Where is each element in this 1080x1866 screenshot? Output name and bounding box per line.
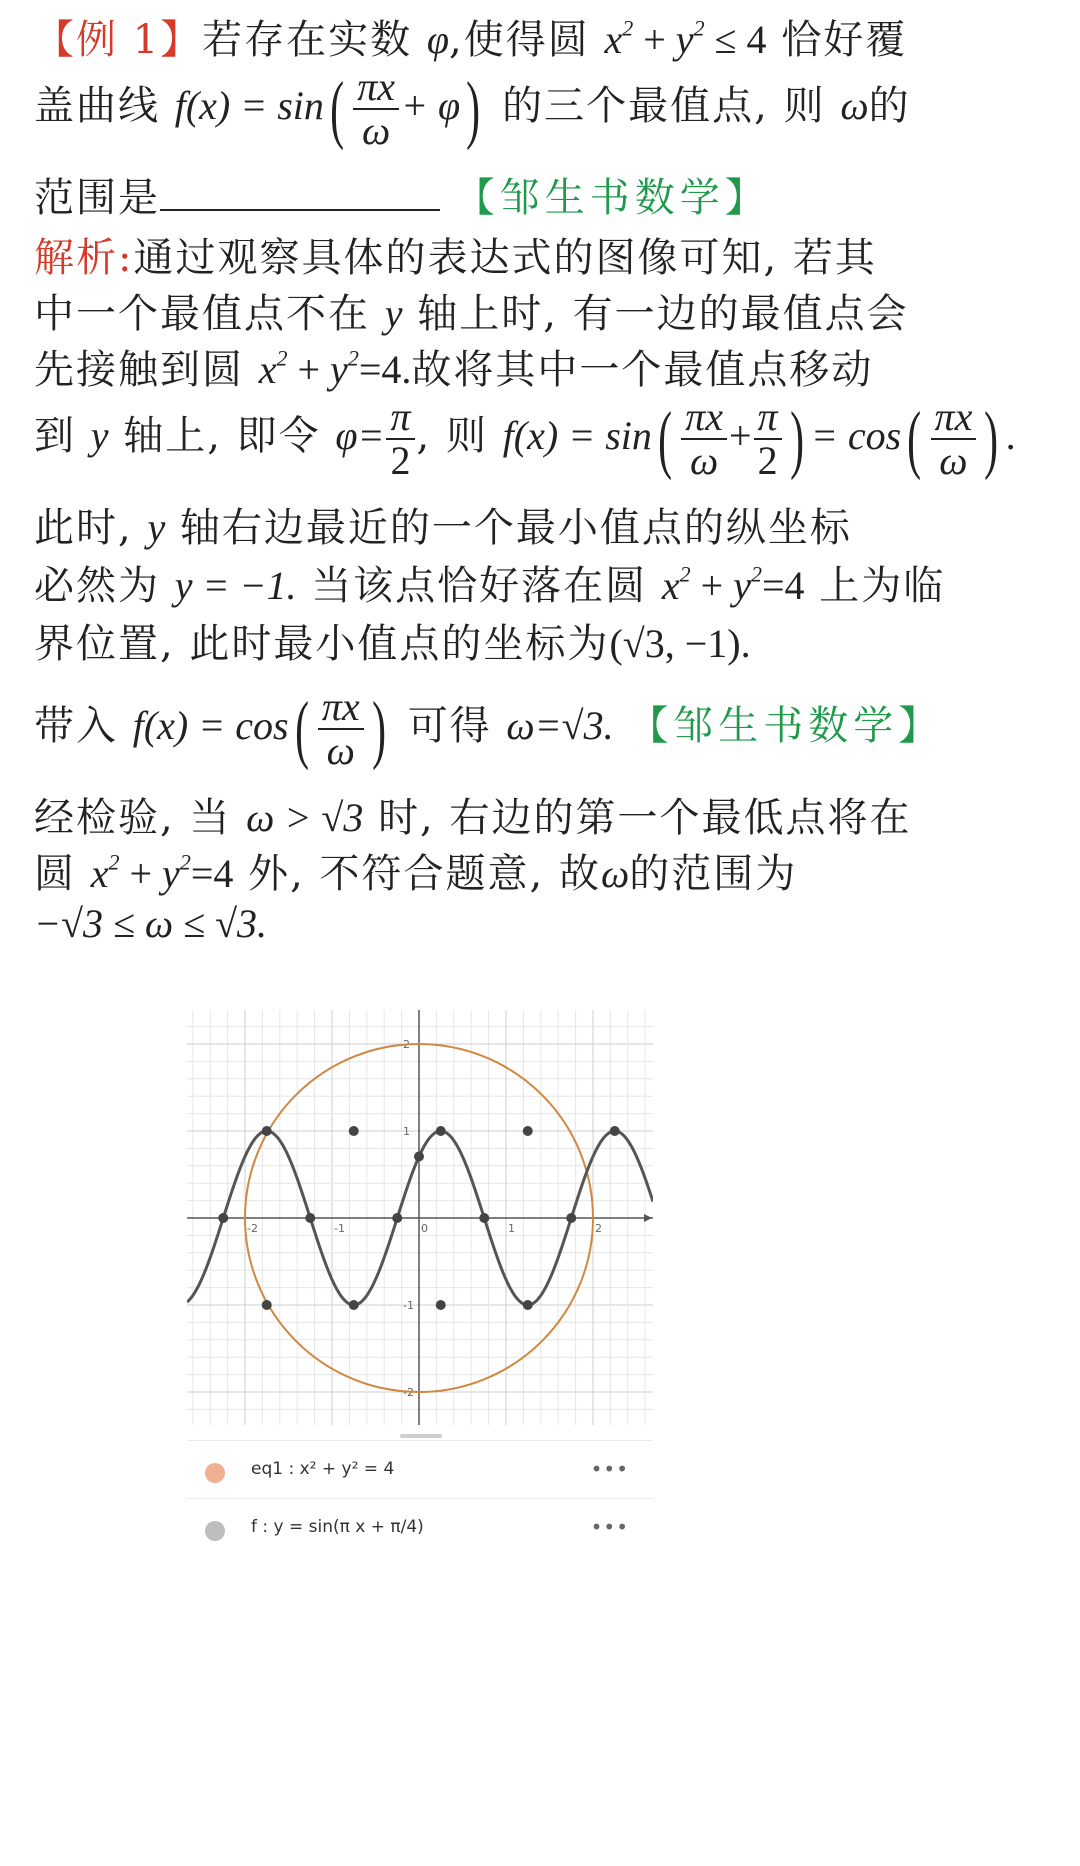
curve-point [262, 1126, 272, 1136]
curve-point [523, 1300, 533, 1310]
curve-point [305, 1213, 315, 1223]
legend-row-f[interactable] [187, 1498, 653, 1571]
solution-line-11 [34, 900, 267, 947]
x-tick-label: 2 [595, 1222, 602, 1235]
x-tick-label: -2 [247, 1222, 258, 1235]
solution-line-4: 到 y 轴上, 即令 φ= $\frac{\pi}{2}$ , 则 f(x) = sin( $\frac{\pi x}{\omega}$ + $\frac{\pi}{2}$ ) = cos( $\frac{\pi x}{\omega}$ ) . [34, 394, 1016, 483]
source-tag: 【邹生书数学】 [454, 175, 770, 221]
curve-point [436, 1300, 446, 1310]
more-menu-icon[interactable]: ••• [590, 1515, 629, 1539]
curve-point [436, 1126, 446, 1136]
x-tick-label: 1 [508, 1222, 515, 1235]
problem-line-2: 盖曲线 f(x) = sin( $\frac{\pi x}{\omega}$ + φ) 的三个最值点, 则 ω的 [34, 64, 911, 153]
curve-point [566, 1213, 576, 1223]
solution-line-3: 先接触到圆 $x^2 + y^2=4$.故将其中一个最值点移动 [34, 345, 874, 393]
source-tag-2: 【邹生书数学】 [628, 703, 944, 749]
example-tag: 【例 1】 [34, 17, 203, 63]
solution-label: 解析: [34, 235, 134, 281]
fraction-pi-x-over-omega: $\frac{\pi x}{\omega}$ [353, 66, 399, 152]
solution-line-8: 带入 f(x) = cos( $\frac{\pi x}{\omega}$ ) 可得 ω=√3. 【邹生书数学】 [34, 684, 944, 773]
solution-line-7: 界位置, 此时最小值点的坐标为(√3, −1). [34, 621, 751, 667]
solution-line-6: 必然为 y = −1. 当该点恰好落在圆 $x^2 + y^2=4$ 上为临 [34, 561, 946, 609]
curve-point [392, 1213, 402, 1223]
legend-label-f: f : y = sin(π x + π/4) [251, 1517, 424, 1537]
y-tick-label: -1 [403, 1299, 414, 1312]
curve-point [218, 1213, 228, 1223]
curve-point [262, 1300, 272, 1310]
function-graph [187, 1010, 653, 1425]
legend-label-eq1: eq1 : x² + y² = 4 [251, 1459, 395, 1479]
more-menu-icon[interactable]: ••• [590, 1457, 629, 1481]
algebra-panel [187, 1440, 653, 1866]
problem-line-1: 【例 1】若存在实数 φ,使得圆 $x^2 + y^2 \le 4$ 恰好覆 [34, 15, 908, 63]
curve-point [349, 1300, 359, 1310]
omega-range: −√3 ≤ ω ≤ √3. [34, 901, 268, 946]
drag-handle[interactable] [400, 1434, 442, 1438]
problem-line-3: 范围是 【邹生书数学】 [34, 175, 770, 221]
answer-blank [160, 175, 440, 211]
x-tick-label: 0 [421, 1222, 428, 1235]
y-tick-label: 1 [403, 1125, 410, 1138]
curve-point [349, 1126, 359, 1136]
y-tick-label: -2 [403, 1386, 414, 1399]
min-point-coordinate: (√3, −1). [609, 621, 751, 666]
curve-point [523, 1126, 533, 1136]
visibility-toggle-eq1[interactable] [205, 1463, 225, 1483]
solution-line-5: 此时, y 轴右边最近的一个最小值点的纵坐标 [34, 505, 852, 551]
curve-point [610, 1126, 620, 1136]
solution-line-10: 圆 $x^2 + y^2=4$ 外, 不符合题意, 故ω的范围为 [34, 849, 798, 897]
x-tick-label: -1 [334, 1222, 345, 1235]
visibility-toggle-f[interactable] [205, 1521, 225, 1541]
solution-line-1: 解析:通过观察具体的表达式的图像可知, 若其 [34, 235, 877, 281]
curve-point [414, 1151, 424, 1161]
solution-line-2: 中一个最值点不在 y 轴上时, 有一边的最值点会 [34, 291, 909, 337]
y-tick-label: 2 [403, 1038, 410, 1051]
curve-point [479, 1213, 489, 1223]
solution-line-9: 经检验, 当 ω > √3 时, 右边的第一个最低点将在 [34, 795, 912, 841]
circle-inequality: $x^2 + y^2 \le 4$ [604, 15, 767, 62]
